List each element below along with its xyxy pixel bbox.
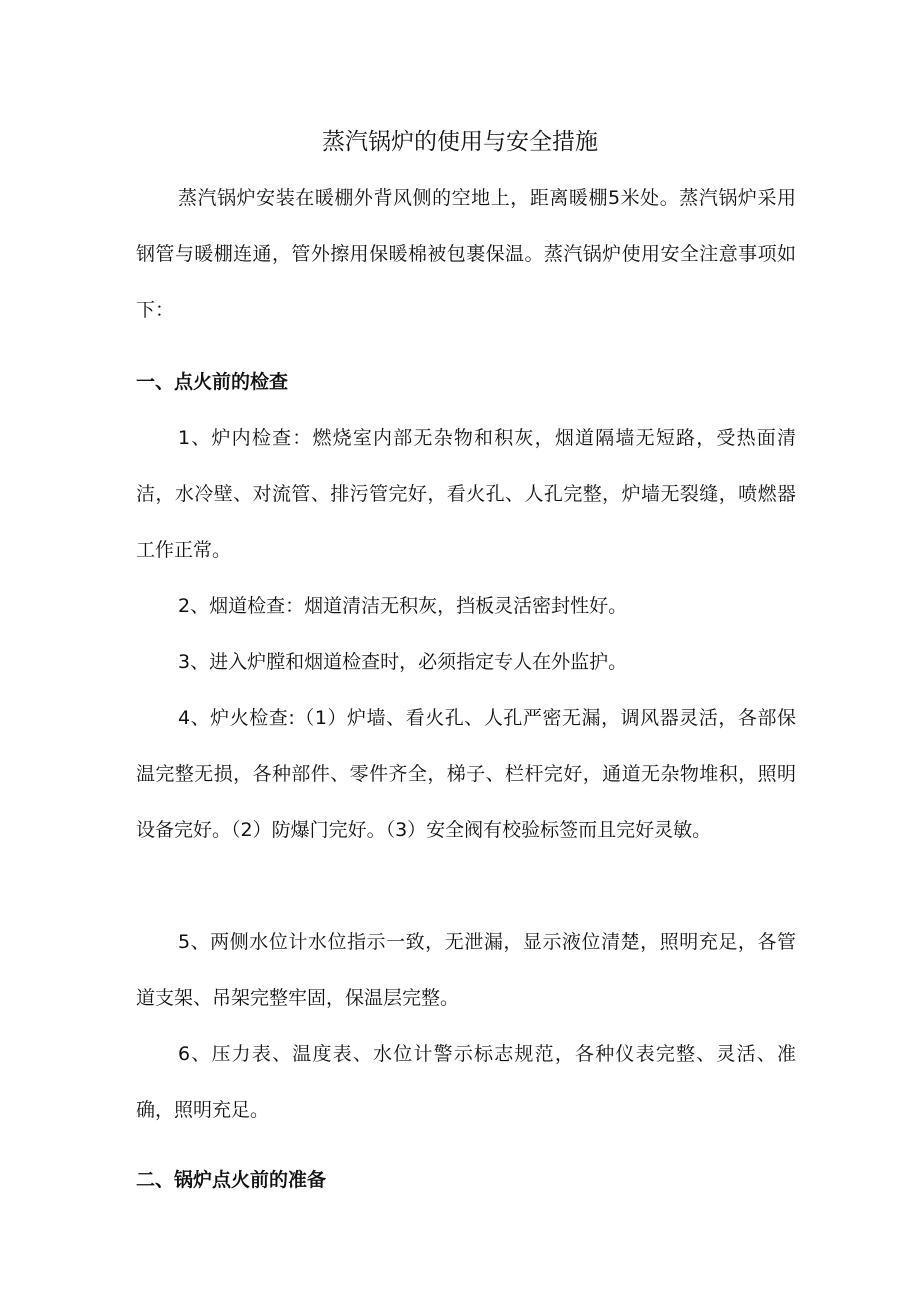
section-heading-1: 一、点火前的检查 <box>136 371 289 393</box>
list-item: 2、烟道检查：烟道清洁无积灰，挡板灵活密封性好。 <box>178 595 628 617</box>
list-item: 5、两侧水位计水位指示一致，无泄漏，显示液位清楚，照明充足，各管道支架、吊架完整牢固，保温层完整。 <box>136 931 796 1009</box>
list-item: 4、炉火检查:（1）炉墙、看火孔、人孔严密无漏，调风器灵活，各部保温完整无损，各种部件、零件齐全，梯子、栏杆完好，通道无杂物堆积，照明设备完好。（2）防爆门完好。（3）安全阀有校验标签而且完好灵敏。 <box>136 707 796 841</box>
list-item: 3、进入炉膛和烟道检查时，必须指定专人在外监护。 <box>178 651 628 673</box>
list-item: 6、压力表、温度表、水位计警示标志规范，各种仪表完整、灵活、准确，照明充足。 <box>136 1043 796 1121</box>
intro-paragraph: 蒸汽锅炉安装在暖棚外背风侧的空地上，距离暖棚5米处。蒸汽锅炉采用钢管与暖棚连通，管外擦用保暖棉被包裹保温。蒸汽锅炉使用安全注意事项如下： <box>136 187 796 321</box>
document-title: 蒸汽锅炉的使用与安全措施 <box>322 129 598 155</box>
list-item: 1、炉内检查：燃烧室内部无杂物和积灰，烟道隔墙无短路，受热面清洁，水冷壁、对流管、排污管完好，看火孔、人孔完整，炉墙无裂缝，喷燃器工作正常。 <box>136 427 796 561</box>
section-heading-2: 二、锅炉点火前的准备 <box>136 1169 327 1191</box>
